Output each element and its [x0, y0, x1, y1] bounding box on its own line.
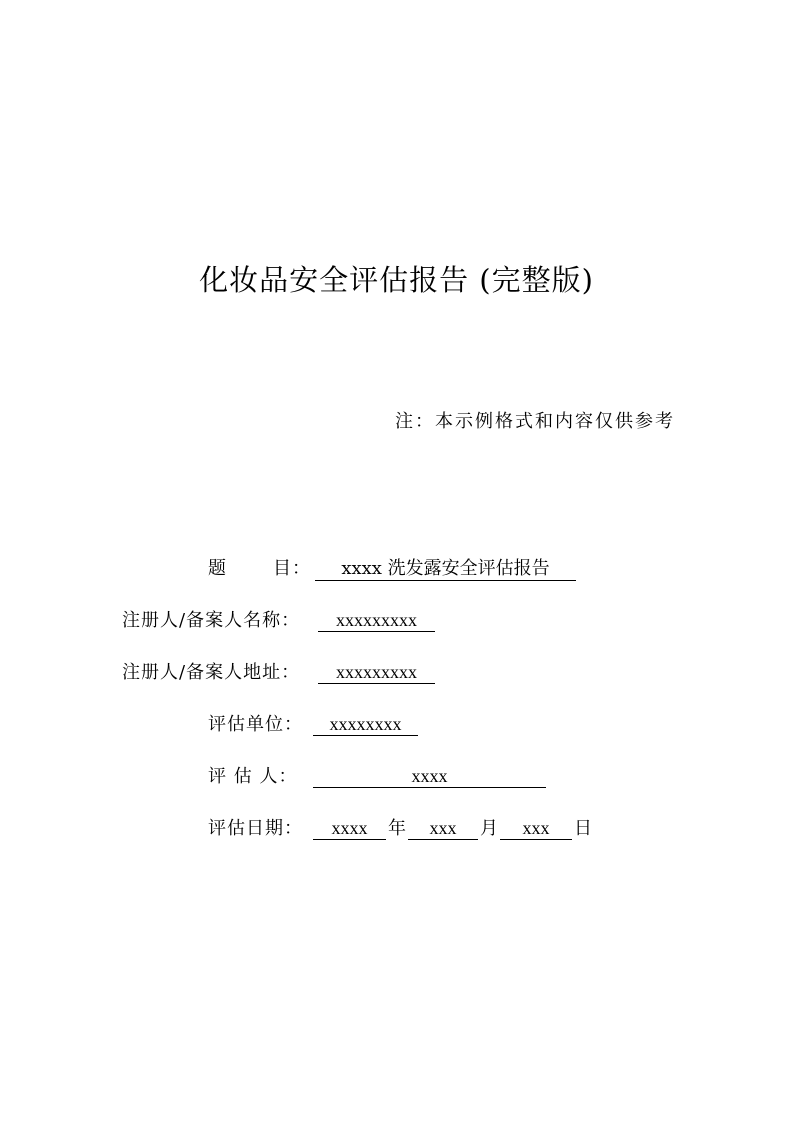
- document-title: 化妆品安全评估报告 (完整版): [199, 263, 594, 297]
- assessor-value: xxxx: [313, 765, 546, 788]
- assessment-unit-label: 评估单位：: [208, 714, 303, 735]
- registrant-name-value: xxxxxxxxx: [318, 609, 435, 632]
- assessment-date-label: 评估日期：: [208, 818, 303, 839]
- date-day-value: xxx: [500, 817, 572, 840]
- registrant-address-label: 注册人/备案人地址：: [122, 662, 301, 683]
- subject-label-second: 目：: [273, 558, 311, 579]
- date-year-unit: 年: [388, 818, 406, 839]
- field-assessment-date: [208, 815, 594, 843]
- subject-label-first: 题: [208, 558, 227, 579]
- subject-value: xxxx 洗发露安全评估报告: [315, 558, 576, 581]
- field-assessor: [208, 763, 546, 791]
- date-month-unit: 月: [480, 818, 498, 839]
- assessor-label: 评 估 人：: [208, 766, 298, 787]
- registrant-address-value: xxxxxxxxx: [318, 661, 435, 684]
- date-year-value: xxxx: [313, 817, 386, 840]
- field-assessment-unit: [208, 711, 418, 739]
- reference-note: 注：本示例格式和内容仅供参考: [395, 411, 675, 432]
- field-registrant-address: [122, 659, 435, 687]
- field-registrant-name: [122, 607, 435, 635]
- field-subject: [208, 555, 576, 583]
- registrant-name-label: 注册人/备案人名称：: [122, 610, 301, 631]
- date-month-value: xxx: [408, 817, 478, 840]
- assessment-unit-value: xxxxxxxx: [313, 713, 418, 736]
- date-day-unit: 日: [574, 818, 592, 839]
